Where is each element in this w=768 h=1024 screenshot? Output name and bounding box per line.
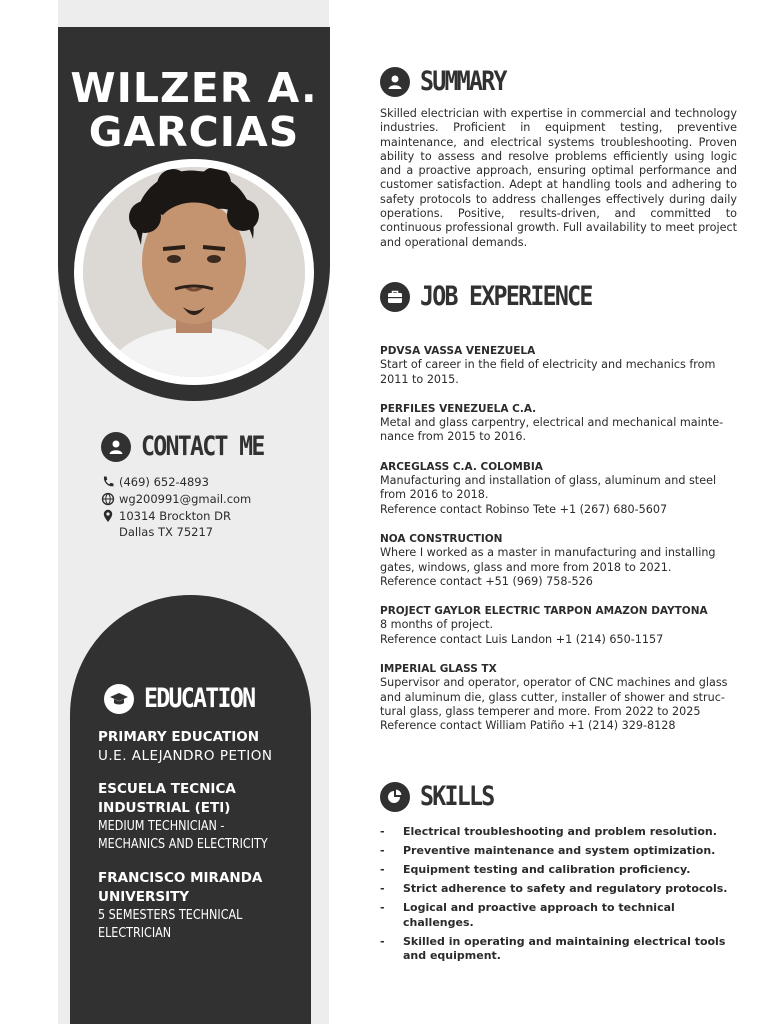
summary-title: SUMMARY (420, 66, 506, 97)
skill-bullet: - (380, 844, 385, 858)
job-description: Start of career in the field of electricity and mechanics from 2011 to 2015. (380, 358, 716, 386)
skill-bullet: - (380, 863, 385, 877)
job-entry (380, 344, 740, 387)
job-description: Where I worked as a master in manufacturing and installing gates, windows, glass and more from 2018 to 2021. (380, 546, 716, 574)
job-reference: Reference contact Robinso Tete +1 (267) 680-5607 (380, 502, 668, 516)
contact-section-header (101, 431, 284, 462)
job-description: 8 months of project. (380, 618, 494, 632)
location-pin-icon (101, 509, 115, 523)
skill-item (380, 901, 740, 930)
phone-number[interactable]: (469) 652-4893 (119, 475, 209, 489)
briefcase-icon (380, 282, 410, 312)
name-line-2: GARCIAS (88, 108, 300, 156)
education-list (98, 728, 308, 958)
experience-title: JOB EXPERIENCE (420, 281, 592, 312)
job-reference: Reference contact William Patiño +1 (214) 329-8128 (380, 719, 676, 733)
skills-list (380, 825, 740, 968)
skill-text: Skilled in operating and maintaining electrical tools and equipment. (403, 934, 726, 963)
education-school: FRANCISCO MIRANDA UNIVERSITY (98, 870, 263, 905)
skill-bullet: - (380, 901, 385, 915)
skill-bullet: - (380, 934, 385, 948)
skill-item (380, 825, 740, 839)
name-line-1: WILZER A. (70, 64, 318, 112)
education-item (98, 728, 308, 765)
contact-title: CONTACT ME (141, 431, 264, 462)
education-section-header (104, 683, 272, 714)
job-reference: Reference contact Luis Landon +1 (214) 650-1157 (380, 632, 664, 646)
skill-item (380, 935, 740, 964)
job-entry (380, 532, 740, 589)
education-item (98, 780, 308, 854)
job-reference: Reference contact +51 (969) 758-526 (380, 574, 593, 588)
candidate-name (58, 66, 330, 154)
education-detail: 5 SEMESTERS TECHNICAL ELECTRICIAN (98, 908, 243, 941)
job-list (380, 344, 740, 749)
education-title: EDUCATION (144, 683, 255, 714)
summary-paragraph: Skilled electrician with expertise in commercial and technology industries. Proficient in equipment testing, preventive maintenance, and electrical systems troubleshooting. Proven ability to assess and resolve problems efficiently using logic and a proactive approach, ensuring optimal performance and customer satisfaction. Adept at handling tools and adhering to safety protocols to address challenges effectively during daily operations. Positive, results-driven, and committed to continuous professional growth. Full availability to meet project and operational demands. (380, 107, 737, 249)
user-icon (101, 432, 131, 462)
education-detail: U.E. ALEJANDRO PETION (98, 748, 273, 764)
job-company: PERFILES VENEZUELA C.A. (380, 402, 537, 415)
contact-phone-row (101, 474, 251, 490)
education-school: ESCUELA TECNICA INDUSTRIAL (ETI) (98, 781, 236, 816)
address-city: Dallas TX 75217 (119, 525, 214, 539)
skill-item (380, 844, 740, 858)
job-company: NOA CONSTRUCTION (380, 532, 503, 545)
graduation-cap-icon (104, 684, 134, 714)
skill-text: Preventive maintenance and system optimization. (403, 844, 716, 858)
job-entry (380, 604, 740, 647)
contact-email-row (101, 491, 251, 507)
skill-text: Equipment testing and calibration proficiency. (403, 863, 691, 877)
skill-item (380, 863, 740, 877)
job-entry (380, 460, 740, 517)
job-description: Supervisor and operator, operator of CNC machines and glass and aluminum die, glass cutter, installer of shower and struc-tural glass, glass temperer and more. From 2022 to 2025 (380, 676, 728, 718)
skill-item (380, 882, 740, 896)
skill-text: Logical and proactive approach to technical challenges. (403, 901, 675, 929)
skill-bullet: - (380, 825, 385, 838)
user-icon (380, 67, 410, 97)
skills-section-header (380, 781, 506, 812)
contact-list (101, 474, 251, 541)
skill-bullet: - (380, 882, 385, 896)
contact-address-row (101, 508, 251, 540)
job-company: PROJECT GAYLOR ELECTRIC TARPON AMAZON DAYTONA (380, 605, 708, 618)
skill-text: Electrical troubleshooting and problem resolution. (403, 825, 717, 838)
job-company: IMPERIAL GLASS TX (380, 663, 497, 676)
skill-text: Strict adherence to safety and regulatory protocols. (403, 882, 728, 896)
education-school: PRIMARY EDUCATION (98, 729, 260, 745)
skills-title: SKILLS (420, 781, 494, 812)
job-entry (380, 402, 740, 445)
experience-section-header (380, 281, 620, 312)
profile-photo (83, 167, 305, 377)
job-company: PDVSA VASSA VENEZUELA (380, 345, 536, 357)
pie-chart-icon (380, 782, 410, 812)
education-detail: MEDIUM TECHNICIAN - MECHANICS AND ELECTRICITY (98, 819, 268, 852)
job-description: Manufacturing and installation of glass, aluminum and steel from 2016 to 2018. (380, 474, 717, 502)
email-address[interactable]: wg200991@gmail.com (119, 492, 252, 506)
job-entry (380, 662, 740, 733)
address-street: 10314 Brockton DR (119, 509, 231, 523)
summary-section-header (380, 66, 520, 97)
phone-icon (101, 475, 115, 489)
job-company: ARCEGLASS C.A. COLOMBIA (380, 460, 543, 473)
education-item (98, 869, 308, 943)
globe-icon (101, 492, 115, 506)
job-description: Metal and glass carpentry, electrical and mechanical mainte-nance from 2015 to 2016. (380, 416, 724, 444)
